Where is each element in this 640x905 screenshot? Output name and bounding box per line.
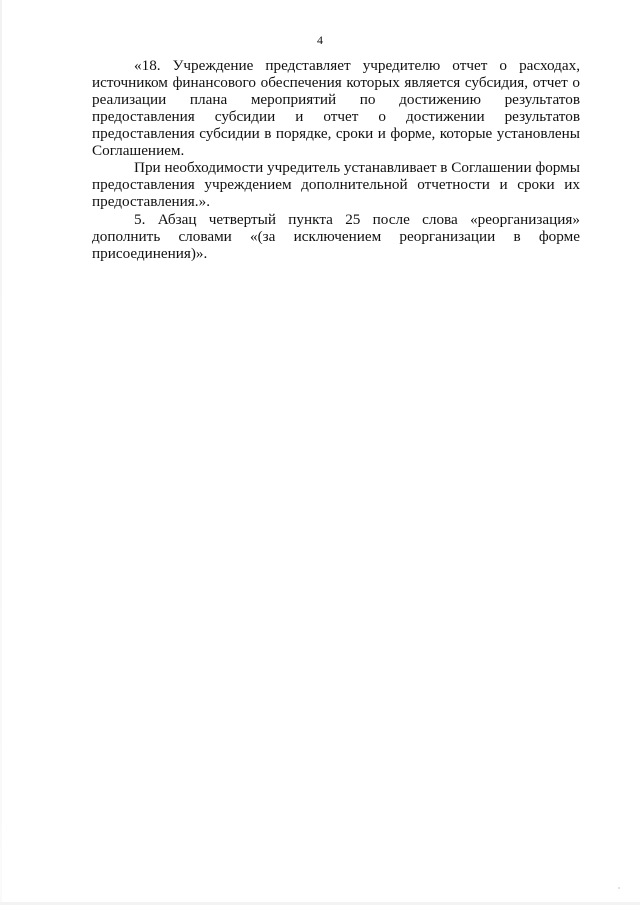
- document-body: [92, 58, 580, 264]
- text-line: присоединения)».: [92, 245, 208, 262]
- text-line: источником финансового обеспечения которых является субсидия, отчет о: [92, 74, 580, 91]
- text-line: Соглашением.: [92, 142, 185, 159]
- text-line: реализации плана мероприятий по достижению результатов: [92, 91, 580, 108]
- page-number: 4: [317, 33, 323, 47]
- text-line: 5. Абзац четвертый пункта 25 после слова «реорганизация»: [134, 212, 580, 229]
- text-line: предоставления учреждением дополнительной отчетности и сроки их: [92, 177, 580, 194]
- scan-left-edge: [0, 0, 2, 905]
- scan-speck: [618, 887, 620, 889]
- paragraph-item-5: [92, 212, 580, 263]
- text-line: При необходимости учредитель устанавливает в Соглашении формы: [134, 160, 580, 177]
- paragraph-additional-reporting: [92, 160, 580, 211]
- text-line: предоставления субсидии в порядке, сроки и форме, которые установлены: [92, 125, 580, 142]
- text-line: «18. Учреждение представляет учредителю отчет о расходах,: [134, 58, 580, 74]
- text-line: предоставления субсидии и отчет о достижении результатов: [92, 108, 580, 125]
- text-line: предоставления.».: [92, 194, 210, 211]
- paragraph-18: [92, 58, 580, 159]
- text-line: дополнить словами «(за исключением реорганизации в форме: [92, 229, 580, 246]
